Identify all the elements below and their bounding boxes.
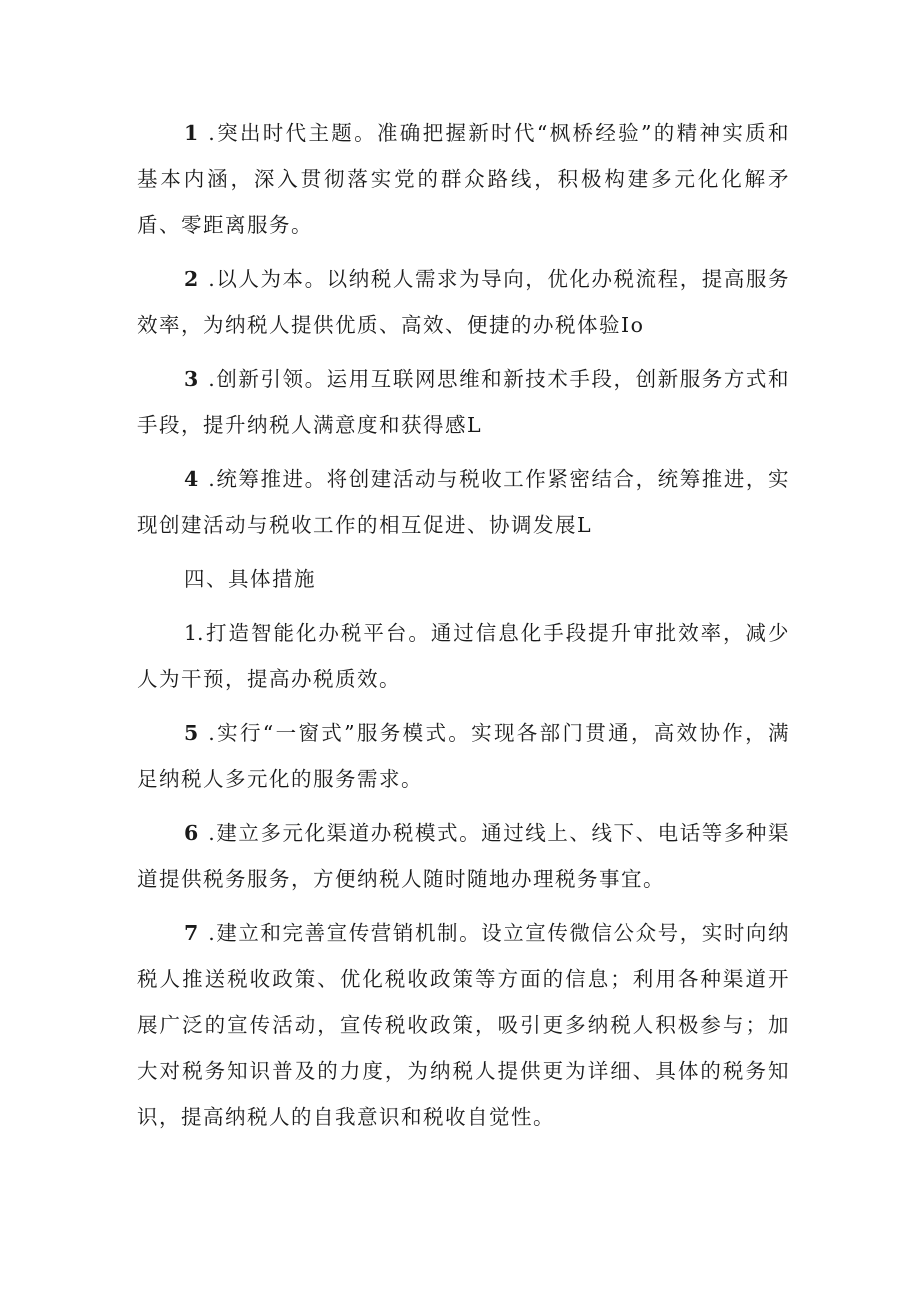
section-heading-text: 四、具体措施 — [184, 567, 316, 591]
item-number: 4 — [184, 467, 199, 491]
paragraph-principle-4 — [137, 456, 790, 548]
section-heading — [137, 556, 790, 602]
paragraph-text: .突出时代主题。准确把握新时代“枫桥经验”的精神实质和基本内涵，深入贯彻落实党的群众路线，积极构建多元化化解矛盾、零距离服务。 — [137, 121, 790, 237]
paragraph-text: .以人为本。以纳税人需求为导向，优化办税流程，提高服务效率，为纳税人提供优质、高效、便捷的办税体验Io — [137, 267, 790, 337]
paragraph-text: .建立多元化渠道办税模式。通过线上、线下、电话等多种渠道提供税务服务，方便纳税人随时随地办理税务事宜。 — [137, 821, 790, 891]
paragraph-text: .统筹推进。将创建活动与税收工作紧密结合，统筹推进，实现创建活动与税收工作的相互促进、协调发展L — [137, 467, 790, 537]
paragraph-text: .实行“一窗式”服务模式。实现各部门贯通，高效协作，满足纳税人多元化的服务需求。 — [137, 721, 790, 791]
item-number: 2 — [184, 267, 199, 291]
paragraph-text: 打造智能化办税平台。通过信息化手段提升审批效率，减少人为干预，提高办税质效。 — [137, 621, 790, 691]
paragraph-text: .建立和完善宣传营销机制。设立宣传微信公众号，实时向纳税人推送税收政策、优化税收政策等方面的信息；利用各种渠道开展广泛的宣传活动，宣传税收政策，吸引更多纳税人积极参与；加大对税务知识普及的力度，为纳税人提供更为详细、具体的税务知识，提高纳税人的自我意识和税收自觉性。 — [137, 921, 790, 1129]
paragraph-measure-7 — [137, 910, 790, 1140]
item-number: 1. — [184, 621, 204, 645]
paragraph-principle-2 — [137, 256, 790, 348]
item-number: 7 — [184, 921, 199, 945]
item-number: 3 — [184, 367, 199, 391]
item-number: 6 — [184, 821, 199, 845]
paragraph-principle-1 — [137, 110, 790, 248]
paragraph-measure-6 — [137, 810, 790, 902]
item-number: 5 — [184, 721, 199, 745]
item-number: 1 — [184, 121, 199, 145]
paragraph-text: .创新引领。运用互联网思维和新技术手段，创新服务方式和手段，提升纳税人满意度和获得感L — [137, 367, 790, 437]
paragraph-principle-3 — [137, 356, 790, 448]
paragraph-measure-5 — [137, 710, 790, 802]
paragraph-measure-1 — [137, 610, 790, 702]
